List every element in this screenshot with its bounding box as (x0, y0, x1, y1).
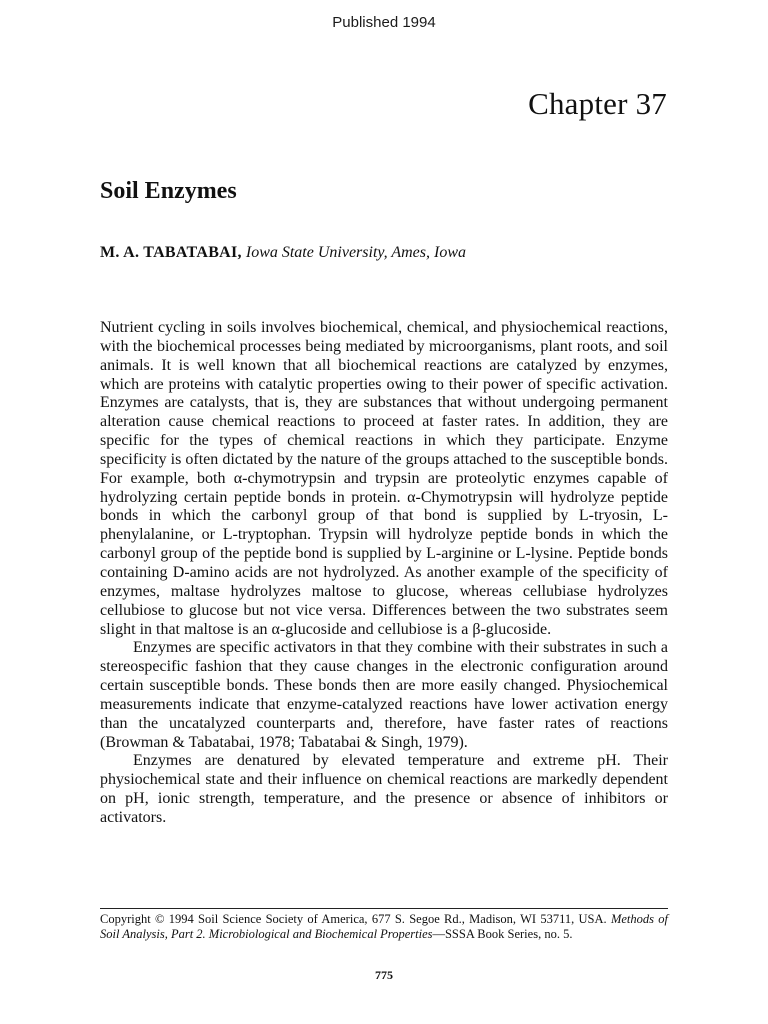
author-line (100, 244, 466, 262)
book-title: Methods of Soil Analysis, Part 2. Microbiological and Biochemical Properties (100, 912, 668, 941)
copyright-footnote (100, 908, 668, 942)
author-name: M. A. TABATABAI, (100, 244, 242, 261)
article-title: Soil Enzymes (100, 178, 237, 204)
copyright-text: Copyright © 1994 Soil Science Society of America, 677 S. Segoe Rd., Madison, WI 53711, USA. (100, 912, 607, 926)
chapter-heading: Chapter 37 (528, 86, 667, 121)
page-number: 775 (375, 968, 393, 982)
paragraph: Enzymes are specific activators in that they combine with their substrates in such a stereospecific fashion that they cause changes in the electronic configuration around certain susceptible bonds. These bonds then are more easily changed. Physiochemical measurements indicate that enzyme-catalyzed reactions have lower activation energy than the uncatalyzed counterparts and, therefore, have faster rates of reactions (Browman & Tabatabai, 1978; Tabatabai & Singh, 1979). (100, 639, 668, 751)
body-text (100, 319, 668, 828)
series-text: —SSSA Book Series, no. 5. (432, 927, 573, 941)
paragraph: Nutrient cycling in soils involves biochemical, chemical, and physiochemical reactions, with the biochemical processes being mediated by microorganisms, plant roots, and soil animals. It is well known that all biochemical reactions are catalyzed by enzymes, which are proteins with catalytic properties owing to their power of specific activation. Enzymes are catalysts, that is, they are substances that without undergoing permanent alteration cause chemical reactions to proceed at faster rates. In addition, they are specific for the types of chemical reactions in which they participate. Enzyme specificity is often dictated by the nature of the groups attached to the susceptible bonds. For example, both α-chymotrypsin and trypsin are proteolytic enzymes capable of hydrolyzing certain peptide bonds in protein. α-Chymotrypsin will hydrolyze peptide bonds in which the carbonyl group of that bond is supplied by L-tryosin, L-phenylalanine, or L-tryptophan. Trypsin will hydrolyze peptide bonds in which the carbonyl group of the peptide bond is supplied by L-arginine or L-lysine. Peptide bonds containing D-amino acids are not hydrolyzed. As another example of the specificity of enzymes, maltase hydrolyzes maltose to glucose, whereas cellubiase hydrolyzes cellubiose to glucose but not vice versa. Differences between the two substrates seem slight in that maltose is an α-glucoside and cellubiose is a β-glucoside. (100, 319, 668, 638)
published-note: Published 1994 (332, 14, 436, 31)
paragraph: Enzymes are denatured by elevated temperature and extreme pH. Their physiochemical state and their influence on chemical reactions are markedly dependent on pH, ionic strength, temperature, and the presence or absence of inhibitors or activators. (100, 752, 668, 826)
author-affiliation: Iowa State University, Ames, Iowa (245, 244, 466, 261)
